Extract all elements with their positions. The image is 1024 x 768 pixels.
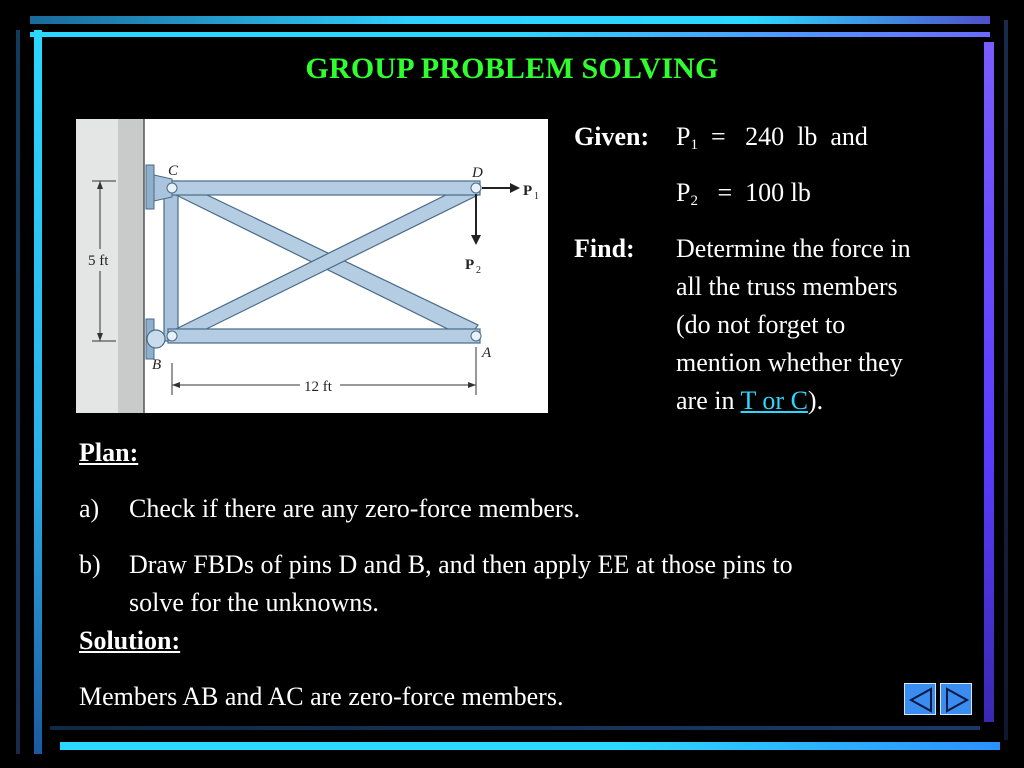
given-p2 xyxy=(676,174,811,220)
find-line-3: (do not forget to xyxy=(676,310,846,339)
load-p1-arrowhead xyxy=(510,183,520,193)
given-p2-sub: 2 xyxy=(690,193,698,209)
dim-width-arrow-left xyxy=(172,382,180,388)
find-line-4: mention whether they xyxy=(676,348,903,377)
t-or-c-link[interactable]: T or C xyxy=(740,386,808,415)
given-p1-value: = 240 lb and xyxy=(710,122,868,151)
truss-figure xyxy=(76,119,548,413)
slide-title: GROUP PROBLEM SOLVING xyxy=(305,52,719,85)
frame-bar-left xyxy=(34,30,42,754)
find-line-5-prefix: are in xyxy=(676,386,741,415)
given-p1-sub: 1 xyxy=(690,137,698,153)
frame-bar-bottom-inner xyxy=(50,726,980,730)
pin-d xyxy=(471,183,481,193)
plan-a-text: Check if there are any zero-force members. xyxy=(129,494,581,523)
find-label: Find: xyxy=(574,234,635,263)
next-slide-button[interactable] xyxy=(940,683,972,715)
given-p2-name: P xyxy=(676,178,691,207)
frame-bar-top xyxy=(30,16,990,24)
label-p2: P xyxy=(465,257,475,273)
dim-width-label: 12 ft xyxy=(304,379,332,395)
triangle-right-icon xyxy=(941,684,973,716)
dim-width-arrow-right xyxy=(468,382,476,388)
member-cd xyxy=(168,181,480,195)
prev-slide-button[interactable] xyxy=(904,683,936,715)
dim-height-label: 5 ft xyxy=(88,253,109,269)
pin-c xyxy=(167,183,177,193)
support-c-plate xyxy=(146,165,154,209)
pin-b xyxy=(167,331,177,341)
label-b: B xyxy=(152,357,162,373)
label-c: C xyxy=(168,163,179,179)
given-p1 xyxy=(676,118,868,164)
given-p1-name: P xyxy=(676,122,691,151)
plan-b-text-1: Draw FBDs of pins D and B, and then apply EE at those pins to xyxy=(129,550,793,579)
pin-a xyxy=(471,331,481,341)
label-a: A xyxy=(482,345,492,361)
label-d: D xyxy=(472,165,483,181)
plan-heading: Plan: xyxy=(79,438,139,467)
frame-bar-left-outer xyxy=(16,30,20,754)
find-line-2: all the truss members xyxy=(676,272,898,301)
given-label: Given: xyxy=(574,122,650,151)
truss-diagram xyxy=(76,119,548,413)
label-p1-sub: 1 xyxy=(534,191,539,202)
plan-b-text-2: solve for the unknowns. xyxy=(129,588,379,617)
wall-hatch xyxy=(118,119,144,413)
triangle-left-icon xyxy=(905,684,937,716)
solution-heading: Solution: xyxy=(79,626,181,655)
find-line-5 xyxy=(676,382,823,420)
label-p1: P xyxy=(523,183,533,199)
find-line-5-suffix: ). xyxy=(807,386,824,415)
member-cb xyxy=(164,181,178,341)
frame-bar-top-inner xyxy=(30,32,990,37)
frame-bar-bottom xyxy=(60,742,1000,750)
find-line-1: Determine the force in xyxy=(676,234,911,263)
plan-a-marker: a) xyxy=(79,494,100,523)
frame-bar-right xyxy=(984,42,994,722)
support-b-roller xyxy=(147,330,165,348)
plan-b-marker: b) xyxy=(79,550,101,579)
load-p2-arrowhead xyxy=(471,235,481,245)
frame-bar-right-outer xyxy=(1004,20,1008,740)
solution-text: Members AB and AC are zero-force members. xyxy=(79,682,564,711)
label-p2-sub: 2 xyxy=(476,265,481,276)
given-p2-value: = 100 lb xyxy=(717,178,811,207)
member-ba xyxy=(168,329,480,343)
